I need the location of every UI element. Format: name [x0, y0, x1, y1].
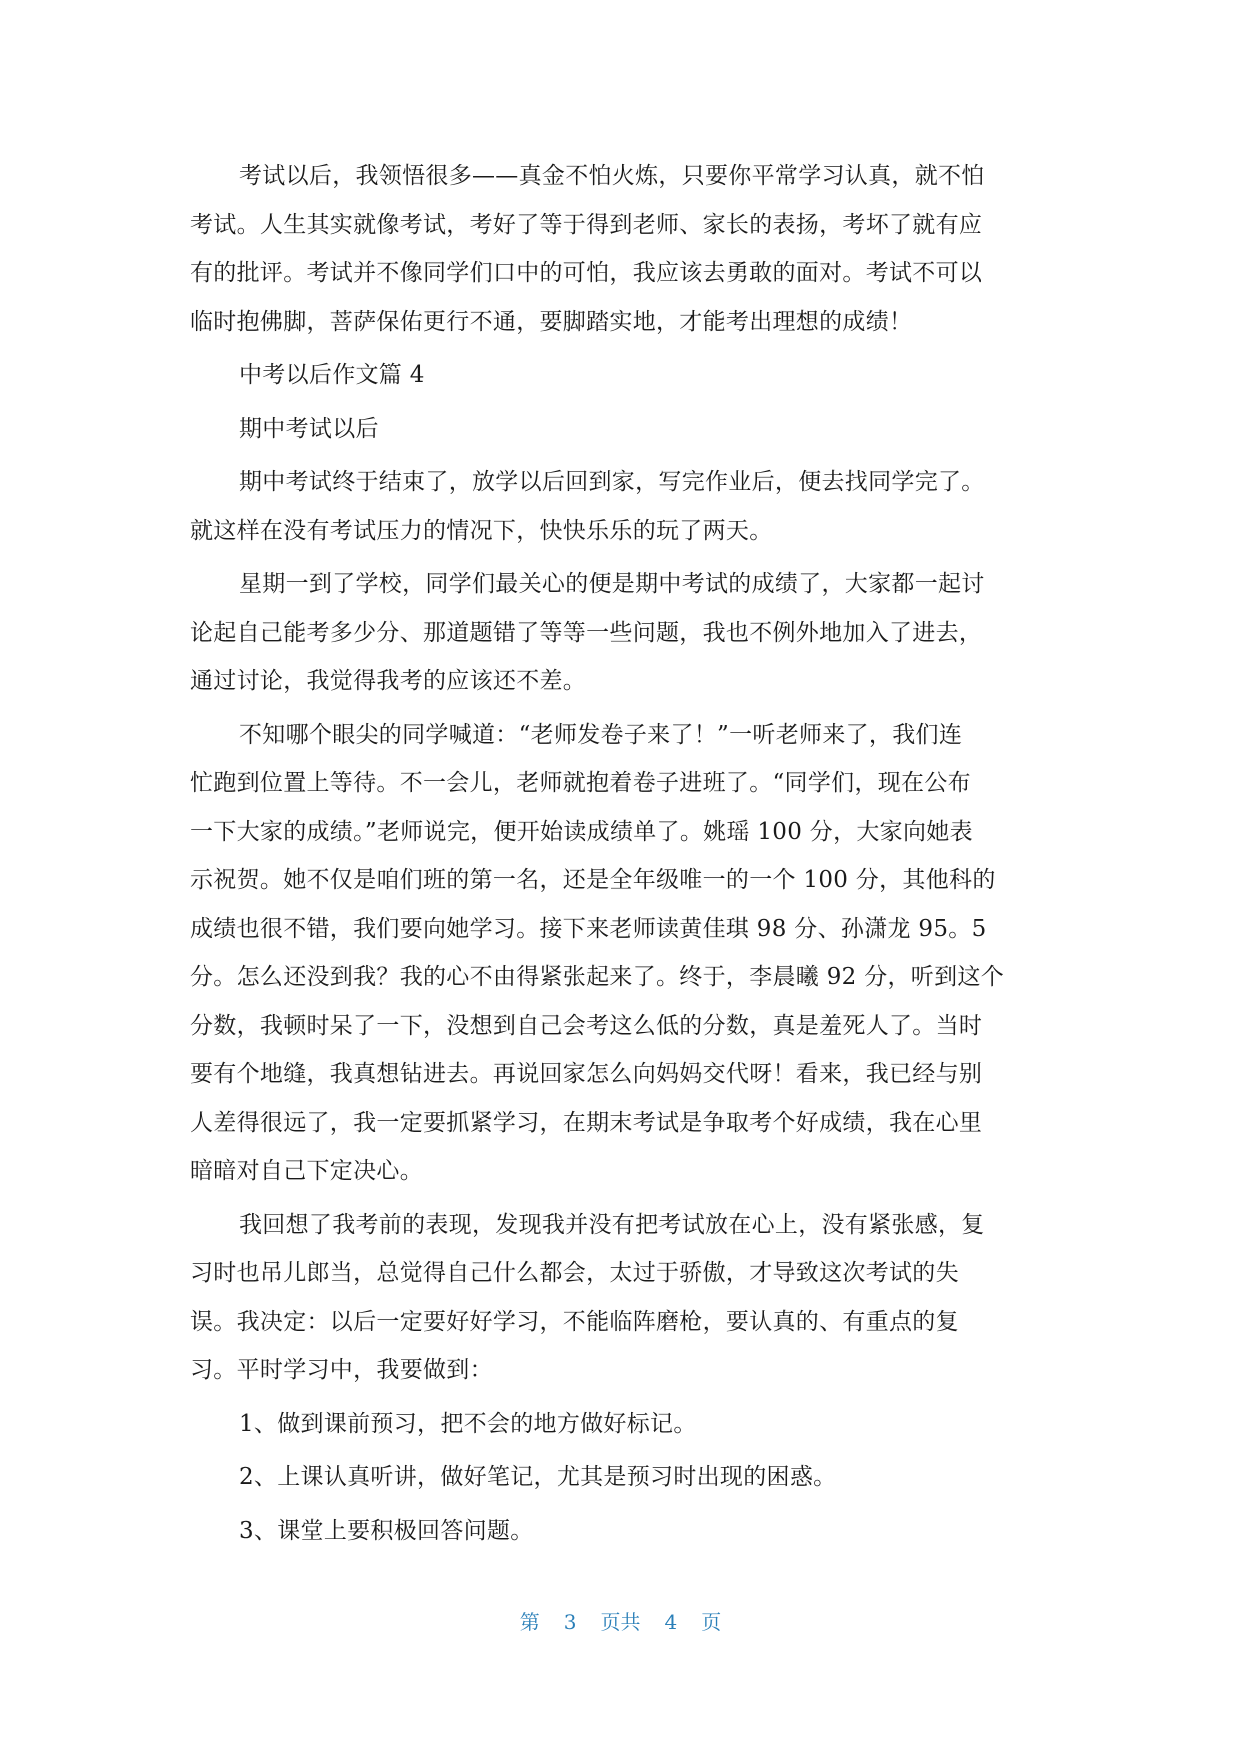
text-line: 就这样在没有考试压力的情况下，快快乐乐的玩了两天。	[190, 517, 773, 544]
text-line: 成绩也很不错，我们要向她学习。接下来老师读黄佳琪 98 分、孙潇龙 95。5	[190, 915, 987, 942]
text-line: 2、上课认真听讲，做好笔记，尤其是预习时出现的困惑。	[239, 1464, 837, 1490]
text-line: 考试以后，我领悟很多——真金不怕火炼，只要你平常学习认真，就不怕	[239, 163, 985, 189]
text-line: 忙跑到位置上等待。不一会儿，老师就抱着卷子进班了。“同学们，现在公布	[190, 770, 971, 796]
text-line: 人差得很远了，我一定要抓紧学习，在期末考试是争取考个好成绩，我在心里	[190, 1109, 983, 1136]
footer-total-pages: 4	[664, 1610, 678, 1634]
text-line: 要有个地缝，我真想钻进去。再说回家怎么向妈妈交代呀！看来，我已经与别	[190, 1061, 983, 1087]
footer-current-page: 3	[563, 1610, 577, 1634]
text-line: 分数，我顿时呆了一下，没想到自己会考这么低的分数，真是羞死人了。当时	[190, 1012, 983, 1039]
paragraph	[190, 152, 1060, 346]
text-line: 习。平时学习中，我要做到：	[190, 1357, 493, 1383]
text-line: 有的批评。考试并不像同学们口中的可怕，我应该去勇敢的面对。考试不可以	[190, 260, 983, 286]
section-heading	[190, 351, 1060, 400]
text-line: 不知哪个眼尖的同学喊道：“老师发卷子来了！”一听老师来了，我们连	[239, 721, 963, 748]
text-line: 论起自己能考多少分、那道题错了等等一些问题，我也不例外地加入了进去，	[190, 619, 983, 646]
text-line: 一下大家的成绩。”老师说完，便开始读成绩单了。姚瑶 100 分，大家向她表	[190, 818, 973, 845]
list-item	[190, 1507, 1060, 1556]
text-line: 期中考试终于结束了，放学以后回到家，写完作业后，便去找同学完了。	[239, 469, 985, 495]
text-line: 中考以后作文篇 4	[239, 362, 425, 388]
text-line: 分。怎么还没到我？我的心不由得紧张起来了。终于，李晨曦 92 分，听到这个	[190, 964, 1004, 990]
essay-title	[190, 405, 1060, 454]
paragraph	[190, 711, 1060, 1196]
text-line: 示祝贺。她不仅是咱们班的第一名，还是全年级唯一的一个 100 分，其他科的	[190, 867, 996, 893]
paragraph	[190, 1201, 1060, 1395]
text-line: 3、课堂上要积极回答问题。	[239, 1517, 534, 1544]
text-line: 误。我决定：以后一定要好好学习，不能临阵磨枪，要认真的、有重点的复	[190, 1308, 959, 1335]
text-line: 通过讨论，我觉得我考的应该还不差。	[190, 668, 587, 694]
text-line: 考试。人生其实就像考试，考好了等于得到老师、家长的表扬，考坏了就有应	[190, 211, 983, 238]
footer-suffix: 页	[701, 1610, 722, 1634]
text-line: 暗暗对自己下定决心。	[190, 1158, 423, 1184]
page-footer	[0, 1606, 1241, 1635]
paragraph	[190, 560, 1060, 706]
footer-prefix: 第	[519, 1610, 540, 1634]
list-item	[190, 1400, 1060, 1449]
text-line: 期中考试以后	[239, 415, 379, 442]
text-line: 星期一到了学校，同学们最关心的便是期中考试的成绩了，大家都一起讨	[239, 571, 985, 597]
list-item	[190, 1453, 1060, 1502]
footer-middle: 页共	[600, 1610, 641, 1634]
text-line: 习时也吊儿郎当，总觉得自己什么都会，太过于骄傲，才导致这次考试的失	[190, 1260, 959, 1286]
text-line: 1、做到课前预习，把不会的地方做好标记。	[239, 1410, 697, 1437]
text-line: 我回想了我考前的表现，发现我并没有把考试放在心上，没有紧张感，复	[239, 1211, 985, 1238]
paragraph	[190, 458, 1060, 555]
document-body	[190, 152, 1060, 1560]
text-line: 临时抱佛脚，菩萨保佑更行不通，要脚踏实地，才能考出理想的成绩！	[190, 308, 913, 335]
